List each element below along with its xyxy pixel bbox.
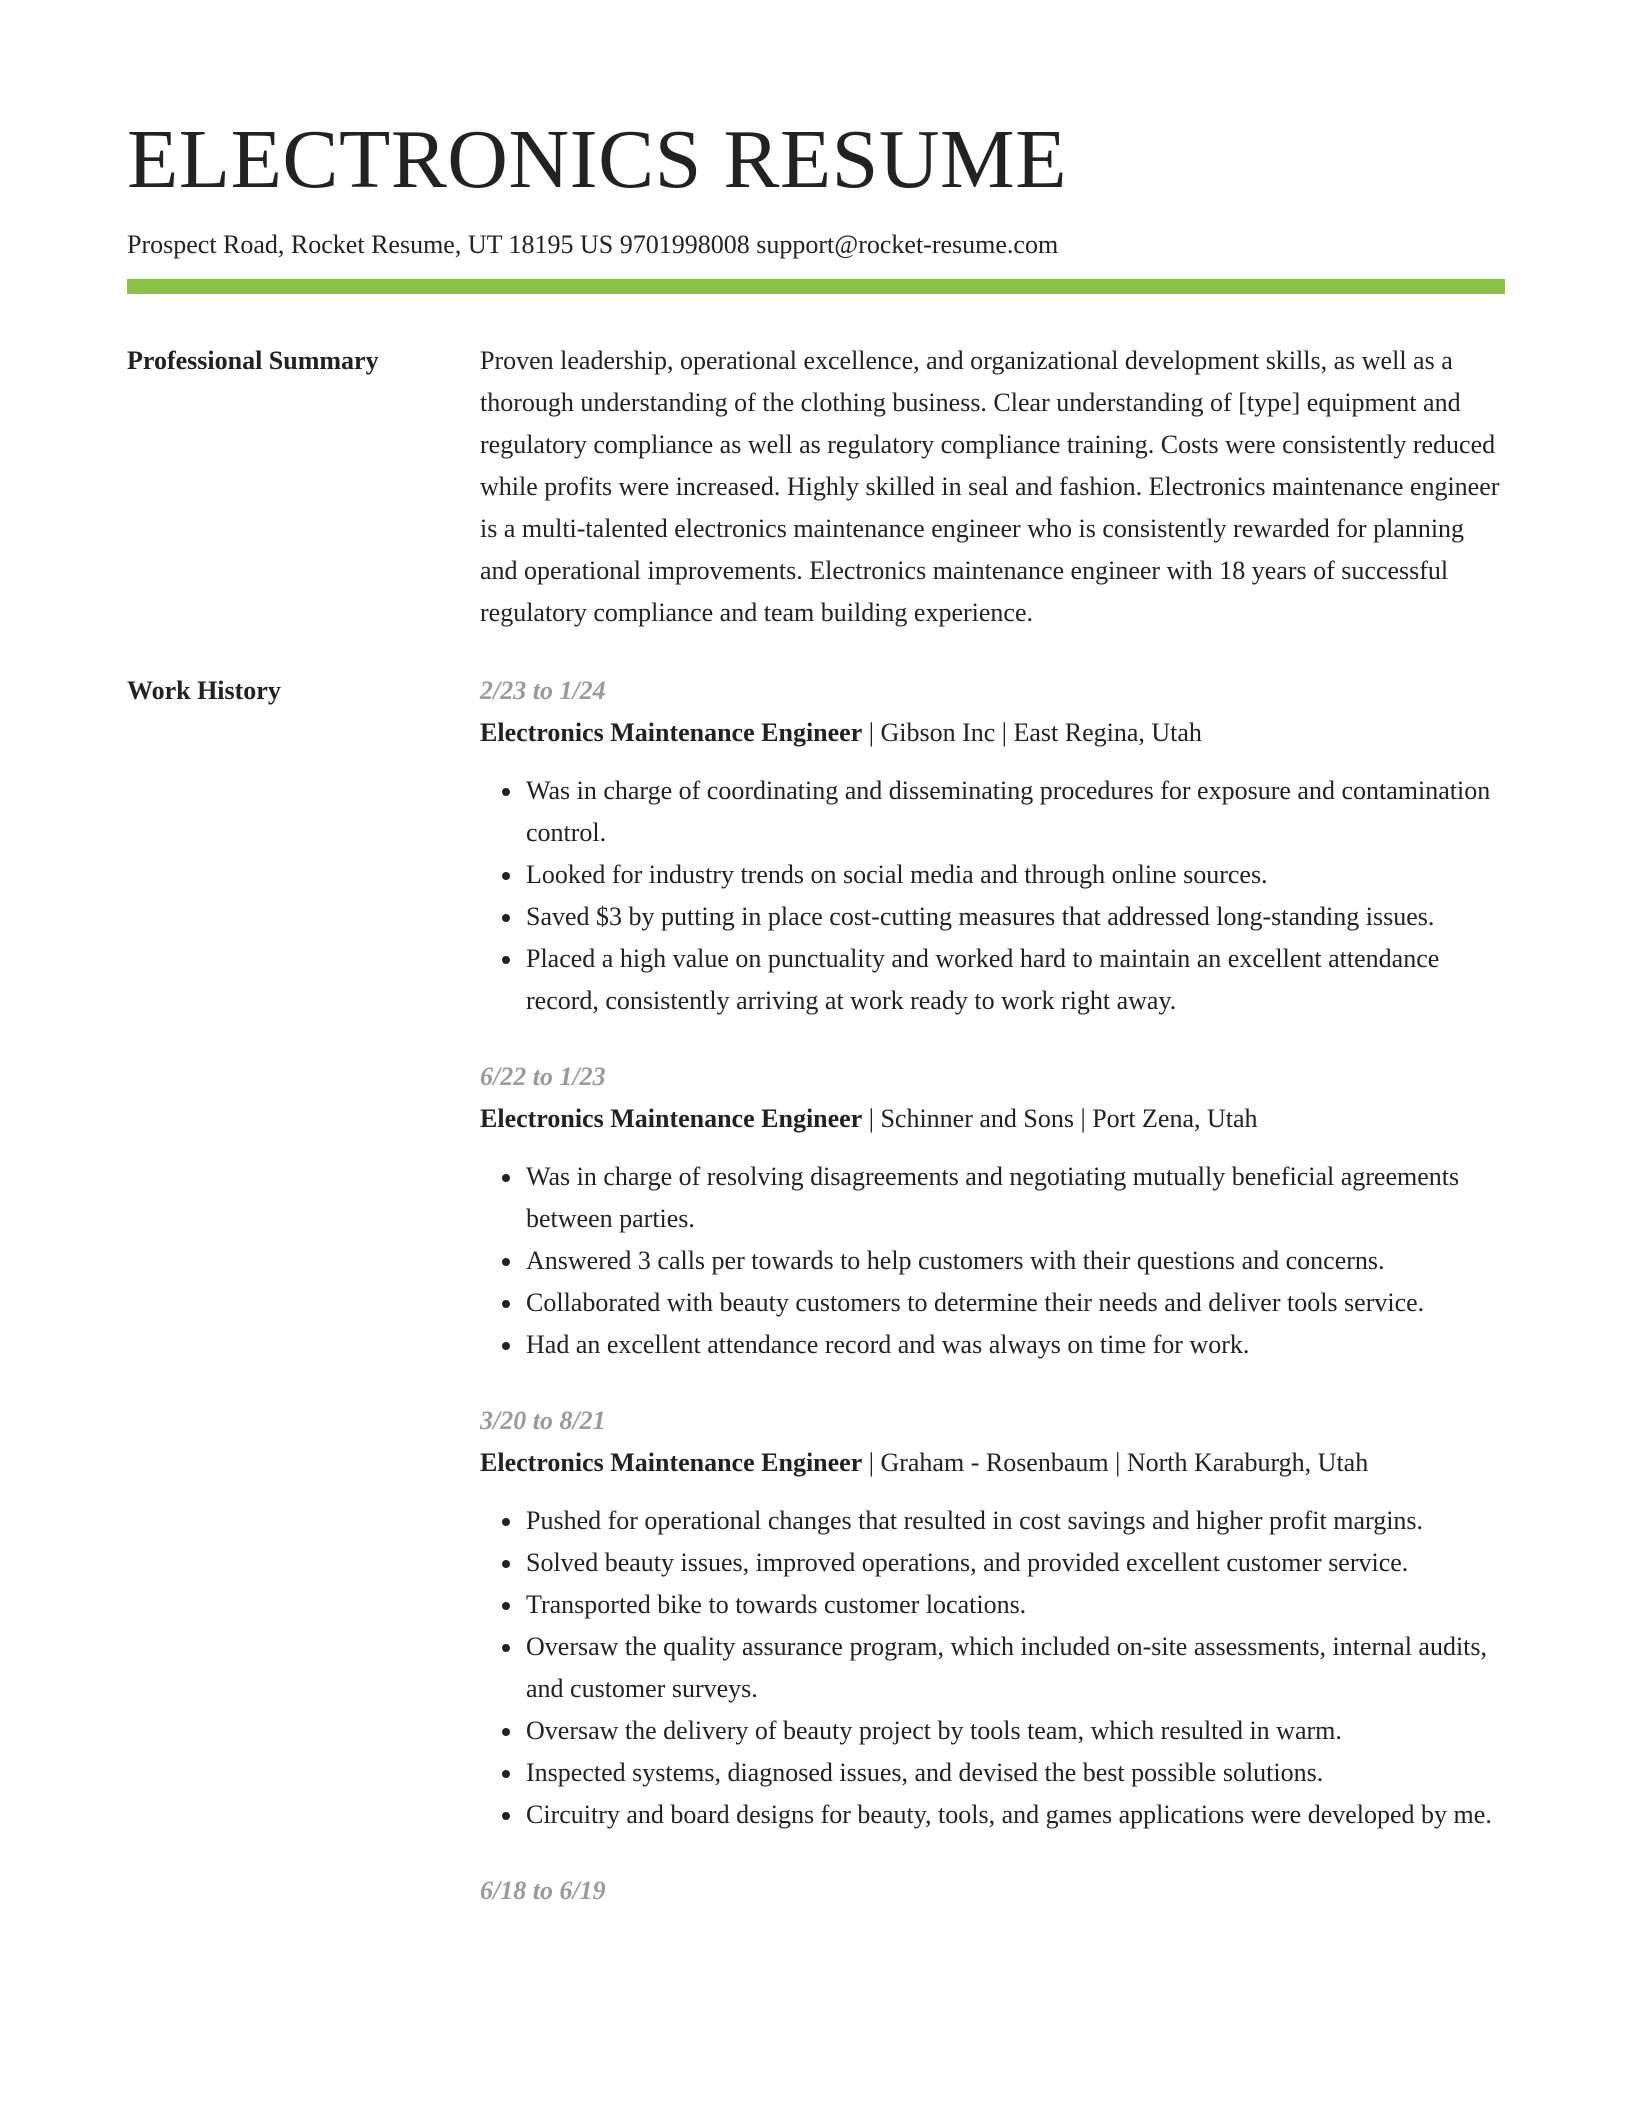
work-history-body [480,670,1505,1946]
summary-body [480,340,1505,634]
job-bullet: • Circuitry and board designs for beauty, tools, and games applications were developed by me. [524,1794,1505,1836]
job-bullet: • Was in charge of coordinating and disseminating procedures for exposure and contamination control. [524,770,1505,854]
job-bullet: • Collaborated with beauty customers to determine their needs and deliver tools service. [524,1282,1505,1324]
job-bullet: • Transported bike to towards customer locations. [524,1584,1505,1626]
header-divider [127,279,1505,294]
summary-section [127,340,1505,634]
job-entry [480,1400,1505,1836]
job-bullets [480,1500,1505,1836]
job-entry [480,1056,1505,1366]
job-bullet: • Had an excellent attendance record and was always on time for work. [524,1324,1505,1366]
job-entry [480,1870,1505,1912]
job-details: | Schinner and Sons | Port Zena, Utah [862,1104,1258,1133]
job-bullet: • Solved beauty issues, improved operations, and provided excellent customer service. [524,1542,1505,1584]
job-bullets [480,770,1505,1022]
job-bullet: • Answered 3 calls per towards to help customers with their questions and concerns. [524,1240,1505,1282]
job-dates: 3/20 to 8/21 [480,1406,606,1435]
job-bullet: • Saved $3 by putting in place cost-cutting measures that addressed long-standing issues. [524,896,1505,938]
job-bullet: • Looked for industry trends on social media and through online sources. [524,854,1505,896]
job-role: Electronics Maintenance Engineer [480,1104,863,1133]
job-entry [480,670,1505,1022]
job-role: Electronics Maintenance Engineer [480,1448,863,1477]
job-title-line [480,712,1505,754]
work-history-section [127,670,1505,1946]
job-bullet: • Was in charge of resolving disagreements and negotiating mutually beneficial agreements between parties. [524,1156,1505,1240]
section-label-summary: Professional Summary [127,346,379,375]
contact-info: Prospect Road, Rocket Resume, UT 18195 US 9701998008 support@rocket-resume.com [127,230,1059,259]
job-title-line [480,1442,1505,1484]
job-dates: 2/23 to 1/24 [480,676,606,705]
job-bullet: • Oversaw the delivery of beauty project by tools team, which resulted in warm. [524,1710,1505,1752]
summary-text: Proven leadership, operational excellence, and organizational development skills, as well as a thorough understanding of the clothing business. Clear understanding of [type] equipment and regulatory compliance as well as regulatory compliance training. Costs were consistently reduced while profits were increased. Highly skilled in seal and fashion. Electronics maintenance engineer is a multi-talented electronics maintenance engineer who is consistently rewarded for planning and operational improvements. Electronics maintenance engineer with 18 years of successful regulatory compliance and team building experience. [480,346,1500,627]
job-details: | Gibson Inc | East Regina, Utah [862,718,1202,747]
job-role: Electronics Maintenance Engineer [480,718,863,747]
job-dates: 6/18 to 6/19 [480,1876,606,1905]
job-bullets [480,1156,1505,1366]
job-dates: 6/22 to 1/23 [480,1062,606,1091]
job-bullet: • Oversaw the quality assurance program, which included on-site assessments, internal audits, and customer surveys. [524,1626,1505,1710]
resume-title: ELECTRONICS RESUME [127,113,1068,206]
job-title-line [480,1098,1505,1140]
job-bullet: • Inspected systems, diagnosed issues, and devised the best possible solutions. [524,1752,1505,1794]
job-details: | Graham - Rosenbaum | North Karaburgh, Utah [862,1448,1369,1477]
job-bullet: • Pushed for operational changes that resulted in cost savings and higher profit margins. [524,1500,1505,1542]
section-label-work-history: Work History [127,676,281,705]
job-bullet: • Placed a high value on punctuality and worked hard to maintain an excellent attendance record, consistently arriving at work ready to work right away. [524,938,1505,1022]
